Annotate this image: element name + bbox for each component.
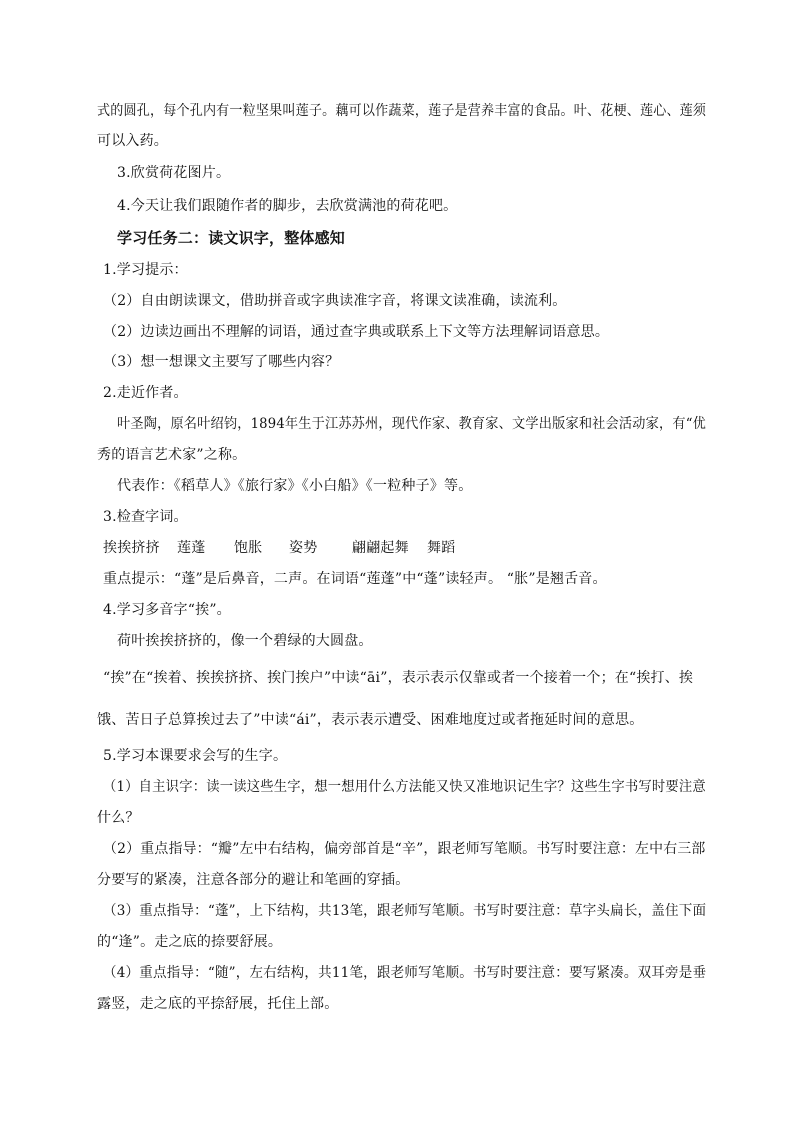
paragraph-line: 式的圆孔，每个孔内有一粒坚果叫莲子。藕可以作蔬菜，莲子是营养丰富的食品。叶、花梗、莲心、莲须 <box>97 103 707 119</box>
example-sentence: 荷叶挨挨挤挤的，像一个碧绿的大圆盘。 <box>117 633 373 649</box>
list-item: 3.欣赏荷花图片。 <box>117 165 231 181</box>
vocab-word: 姿势 <box>289 540 318 556</box>
paragraph-line: 什么？ <box>97 810 140 826</box>
paragraph-line: （1）自主识字：读一读这些生字，想一想用什么方法能又快又准地识记生字？这些生字书写时要注意 <box>103 779 706 795</box>
paragraph-line: （2）重点指导：“瓣”左中右结构，偏旁部首是“辛”，跟老师写笔顺。书写时要注意：左中右三部 <box>103 841 706 857</box>
list-item: （2）自由朗读课文，借助拼音或字典读准字音，将课文读准确，读流利。 <box>103 293 567 309</box>
vocab-word: 翩翩起舞 <box>352 540 409 556</box>
vocab-word: 舞蹈 <box>427 540 456 556</box>
paragraph-line: 叶圣陶，原名叶绍钧，1894年生于江苏苏州，现代作家、教育家、文学出版家和社会活动家，有“优 <box>117 416 706 432</box>
vocab-word: 饱胀 <box>234 540 263 556</box>
subheading: 4.学习多音字“挨”。 <box>103 602 231 618</box>
paragraph-line: 代表作：《稻草人》《旅行家》《小白船》《一粒种子》等。 <box>117 478 473 494</box>
list-item: （2）边读边画出不理解的词语，通过查字典或联系上下文等方法理解词语意思。 <box>103 324 610 340</box>
list-item: 4.今天让我们跟随作者的脚步，去欣赏满池的荷花吧。 <box>117 198 458 214</box>
paragraph-line: 秀的语言艺术家”之称。 <box>97 447 247 463</box>
paragraph-line: （4）重点指导：“随”，左右结构，共11笔，跟老师写笔顺。书写时要注意：要写紧凑。双耳旁是垂 <box>103 965 707 981</box>
paragraph-line: 重点提示：“蓬”是后鼻音，二声。在词语“莲蓬”中“蓬”读轻声。 “胀”是翘舌音。 <box>103 571 607 587</box>
subheading: 2.走近作者。 <box>103 385 188 401</box>
subheading: 1.学习提示： <box>103 262 188 278</box>
section-heading: 学习任务二：读文识字，整体感知 <box>117 229 346 247</box>
paragraph-line: “挨”在“挨着、挨挨挤挤、挨门挨户”中读“āi”，表示表示仅靠或者一个接着一个；在“挨打、挨 <box>103 670 694 686</box>
vocab-word: 挨挨挤挤 <box>103 540 160 556</box>
paragraph-line: （3）重点指导：“蓬”，上下结构，共13笔，跟老师写笔顺。书写时要注意：草字头扁长，盖住下面 <box>103 903 707 919</box>
paragraph-line: 饿、苦日子总算挨过去了”中读“ái”，表示表示遭受、困难地度过或者拖延时间的意思。 <box>97 712 644 728</box>
paragraph-line: 露竖，走之底的平捺舒展，托住上部。 <box>97 996 339 1012</box>
paragraph-line: 分要写的紧凑，注意各部分的避让和笔画的穿插。 <box>97 872 410 888</box>
subheading: 5.学习本课要求会写的生字。 <box>103 748 288 764</box>
paragraph-line: 的“逢”。走之底的捺要舒展。 <box>97 934 283 950</box>
vocab-word: 莲蓬 <box>177 540 206 556</box>
subheading: 3.检查字词。 <box>103 509 188 525</box>
paragraph-line: 可以入药。 <box>97 133 168 149</box>
list-item: （3）想一想课文主要写了哪些内容？ <box>103 354 340 370</box>
